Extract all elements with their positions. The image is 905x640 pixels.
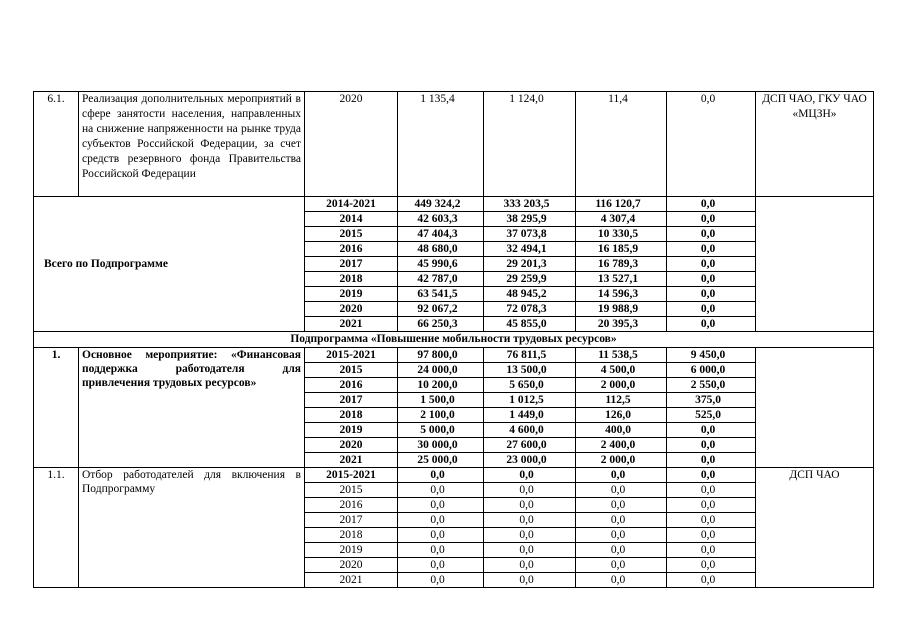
other-cell: 525,0 bbox=[667, 408, 756, 423]
total-cell: 0,0 bbox=[398, 483, 484, 498]
other-cell: 0,0 bbox=[667, 528, 756, 543]
federal-cell: 0,0 bbox=[484, 558, 576, 573]
year-cell: 2016 bbox=[305, 242, 398, 257]
okrug-cell: 112,5 bbox=[576, 393, 667, 408]
other-cell: 0,0 bbox=[667, 423, 756, 438]
federal-cell: 4 600,0 bbox=[484, 423, 576, 438]
total-cell: 10 200,0 bbox=[398, 378, 484, 393]
year-cell: 2020 bbox=[305, 302, 398, 317]
okrug-cell: 16 789,3 bbox=[576, 257, 667, 272]
federal-cell: 29 259,9 bbox=[484, 272, 576, 287]
total-cell: 1 135,4 bbox=[398, 92, 484, 197]
federal-cell: 23 000,0 bbox=[484, 453, 576, 468]
other-cell: 0,0 bbox=[667, 438, 756, 453]
total-cell: 24 000,0 bbox=[398, 363, 484, 378]
okrug-cell: 126,0 bbox=[576, 408, 667, 423]
total-cell: 5 000,0 bbox=[398, 423, 484, 438]
year-cell: 2016 bbox=[305, 498, 398, 513]
executor-cell: ДСП ЧАО, ГКУ ЧАО «МЦЗН» bbox=[756, 92, 874, 197]
other-cell: 0,0 bbox=[667, 498, 756, 513]
year-cell: 2018 bbox=[305, 408, 398, 423]
okrug-cell: 2 000,0 bbox=[576, 378, 667, 393]
okrug-cell: 20 395,3 bbox=[576, 317, 667, 332]
year-cell: 2018 bbox=[305, 528, 398, 543]
section-header: Подпрограмма «Повышение мобильности трудовых ресурсов» bbox=[34, 332, 874, 348]
year-cell: 2017 bbox=[305, 393, 398, 408]
total-cell: 2 100,0 bbox=[398, 408, 484, 423]
year-cell: 2017 bbox=[305, 257, 398, 272]
year-cell: 2015-2021 bbox=[305, 348, 398, 363]
other-cell: 0,0 bbox=[667, 558, 756, 573]
other-cell: 0,0 bbox=[667, 212, 756, 227]
executor-cell: ДСП ЧАО bbox=[756, 468, 874, 588]
total-cell: 0,0 bbox=[398, 573, 484, 588]
year-cell: 2015-2021 bbox=[305, 468, 398, 483]
federal-cell: 0,0 bbox=[484, 468, 576, 483]
federal-cell: 32 494,1 bbox=[484, 242, 576, 257]
okrug-cell: 0,0 bbox=[576, 558, 667, 573]
federal-cell: 27 600,0 bbox=[484, 438, 576, 453]
table-row bbox=[34, 468, 874, 483]
other-cell: 0,0 bbox=[667, 92, 756, 197]
okrug-cell: 4 307,4 bbox=[576, 212, 667, 227]
year-cell: 2021 bbox=[305, 453, 398, 468]
federal-cell: 48 945,2 bbox=[484, 287, 576, 302]
other-cell: 0,0 bbox=[667, 287, 756, 302]
other-cell: 0,0 bbox=[667, 227, 756, 242]
other-cell: 0,0 bbox=[667, 573, 756, 588]
total-cell: 97 800,0 bbox=[398, 348, 484, 363]
year-cell: 2019 bbox=[305, 287, 398, 302]
total-cell: 42 787,0 bbox=[398, 272, 484, 287]
okrug-cell: 0,0 bbox=[576, 468, 667, 483]
federal-cell: 1 124,0 bbox=[484, 92, 576, 197]
year-cell: 2015 bbox=[305, 227, 398, 242]
other-cell: 6 000,0 bbox=[667, 363, 756, 378]
okrug-cell: 0,0 bbox=[576, 528, 667, 543]
federal-cell: 45 855,0 bbox=[484, 317, 576, 332]
okrug-cell: 14 596,3 bbox=[576, 287, 667, 302]
federal-cell: 76 811,5 bbox=[484, 348, 576, 363]
year-cell: 2020 bbox=[305, 92, 398, 197]
total-cell: 45 990,6 bbox=[398, 257, 484, 272]
year-cell: 2021 bbox=[305, 573, 398, 588]
year-cell: 2019 bbox=[305, 543, 398, 558]
okrug-cell: 2 000,0 bbox=[576, 453, 667, 468]
year-cell: 2021 bbox=[305, 317, 398, 332]
total-cell: 0,0 bbox=[398, 498, 484, 513]
okrug-cell: 400,0 bbox=[576, 423, 667, 438]
other-cell: 375,0 bbox=[667, 393, 756, 408]
year-cell: 2020 bbox=[305, 558, 398, 573]
row-number: 1. bbox=[34, 348, 79, 468]
event-description: Основное мероприятие: «Финансовая поддержка работодателя для привлечения трудовых ресурсов» bbox=[79, 348, 305, 468]
okrug-cell: 11 538,5 bbox=[576, 348, 667, 363]
event-description: Отбор работодателей для включения в Подпрограмму bbox=[79, 468, 305, 588]
other-cell: 0,0 bbox=[667, 302, 756, 317]
federal-cell: 0,0 bbox=[484, 498, 576, 513]
federal-cell: 0,0 bbox=[484, 528, 576, 543]
federal-cell: 38 295,9 bbox=[484, 212, 576, 227]
okrug-cell: 4 500,0 bbox=[576, 363, 667, 378]
total-cell: 42 603,3 bbox=[398, 212, 484, 227]
year-cell: 2016 bbox=[305, 378, 398, 393]
okrug-cell: 16 185,9 bbox=[576, 242, 667, 257]
executor-cell bbox=[756, 197, 874, 332]
other-cell: 0,0 bbox=[667, 257, 756, 272]
year-cell: 2015 bbox=[305, 363, 398, 378]
year-cell: 2018 bbox=[305, 272, 398, 287]
event-description: Реализация дополнительных мероприятий в сфере занятости населения, направленных на снижение напряженности на рынке труда субъектов Российской Федерации, за счет средств резервного фонда Правительства Российской Федерации bbox=[79, 92, 305, 197]
total-cell: 66 250,3 bbox=[398, 317, 484, 332]
executor-cell bbox=[756, 348, 874, 468]
other-cell: 0,0 bbox=[667, 272, 756, 287]
federal-cell: 1 012,5 bbox=[484, 393, 576, 408]
federal-cell: 1 449,0 bbox=[484, 408, 576, 423]
total-cell: 0,0 bbox=[398, 468, 484, 483]
okrug-cell: 0,0 bbox=[576, 513, 667, 528]
total-cell: 449 324,2 bbox=[398, 197, 484, 212]
total-cell: 30 000,0 bbox=[398, 438, 484, 453]
table-row bbox=[34, 332, 874, 348]
okrug-cell: 0,0 bbox=[576, 498, 667, 513]
okrug-cell: 0,0 bbox=[576, 543, 667, 558]
okrug-cell: 116 120,7 bbox=[576, 197, 667, 212]
year-cell: 2015 bbox=[305, 483, 398, 498]
federal-cell: 5 650,0 bbox=[484, 378, 576, 393]
total-cell: 0,0 bbox=[398, 558, 484, 573]
total-cell: 1 500,0 bbox=[398, 393, 484, 408]
okrug-cell: 10 330,5 bbox=[576, 227, 667, 242]
table-row bbox=[34, 197, 874, 212]
other-cell: 0,0 bbox=[667, 483, 756, 498]
okrug-cell: 0,0 bbox=[576, 573, 667, 588]
federal-cell: 29 201,3 bbox=[484, 257, 576, 272]
okrug-cell: 0,0 bbox=[576, 483, 667, 498]
federal-cell: 333 203,5 bbox=[484, 197, 576, 212]
table-row bbox=[34, 348, 874, 363]
federal-cell: 72 078,3 bbox=[484, 302, 576, 317]
other-cell: 0,0 bbox=[667, 453, 756, 468]
okrug-cell: 13 527,1 bbox=[576, 272, 667, 287]
year-cell: 2014-2021 bbox=[305, 197, 398, 212]
federal-cell: 13 500,0 bbox=[484, 363, 576, 378]
row-number: 6.1. bbox=[34, 92, 79, 197]
year-cell: 2017 bbox=[305, 513, 398, 528]
okrug-cell: 19 988,9 bbox=[576, 302, 667, 317]
federal-cell: 0,0 bbox=[484, 483, 576, 498]
other-cell: 2 550,0 bbox=[667, 378, 756, 393]
row-number: 1.1. bbox=[34, 468, 79, 588]
other-cell: 0,0 bbox=[667, 197, 756, 212]
subtotal-label: Всего по Подпрограмме bbox=[34, 197, 305, 332]
total-cell: 0,0 bbox=[398, 513, 484, 528]
year-cell: 2020 bbox=[305, 438, 398, 453]
okrug-cell: 2 400,0 bbox=[576, 438, 667, 453]
total-cell: 48 680,0 bbox=[398, 242, 484, 257]
okrug-cell: 11,4 bbox=[576, 92, 667, 197]
program-finance-table bbox=[33, 91, 874, 588]
other-cell: 0,0 bbox=[667, 513, 756, 528]
total-cell: 92 067,2 bbox=[398, 302, 484, 317]
other-cell: 0,0 bbox=[667, 468, 756, 483]
other-cell: 0,0 bbox=[667, 317, 756, 332]
total-cell: 0,0 bbox=[398, 543, 484, 558]
federal-cell: 0,0 bbox=[484, 543, 576, 558]
year-cell: 2019 bbox=[305, 423, 398, 438]
other-cell: 0,0 bbox=[667, 242, 756, 257]
total-cell: 25 000,0 bbox=[398, 453, 484, 468]
other-cell: 9 450,0 bbox=[667, 348, 756, 363]
table-row bbox=[34, 92, 874, 197]
other-cell: 0,0 bbox=[667, 543, 756, 558]
federal-cell: 0,0 bbox=[484, 573, 576, 588]
total-cell: 47 404,3 bbox=[398, 227, 484, 242]
year-cell: 2014 bbox=[305, 212, 398, 227]
total-cell: 0,0 bbox=[398, 528, 484, 543]
total-cell: 63 541,5 bbox=[398, 287, 484, 302]
federal-cell: 0,0 bbox=[484, 513, 576, 528]
federal-cell: 37 073,8 bbox=[484, 227, 576, 242]
